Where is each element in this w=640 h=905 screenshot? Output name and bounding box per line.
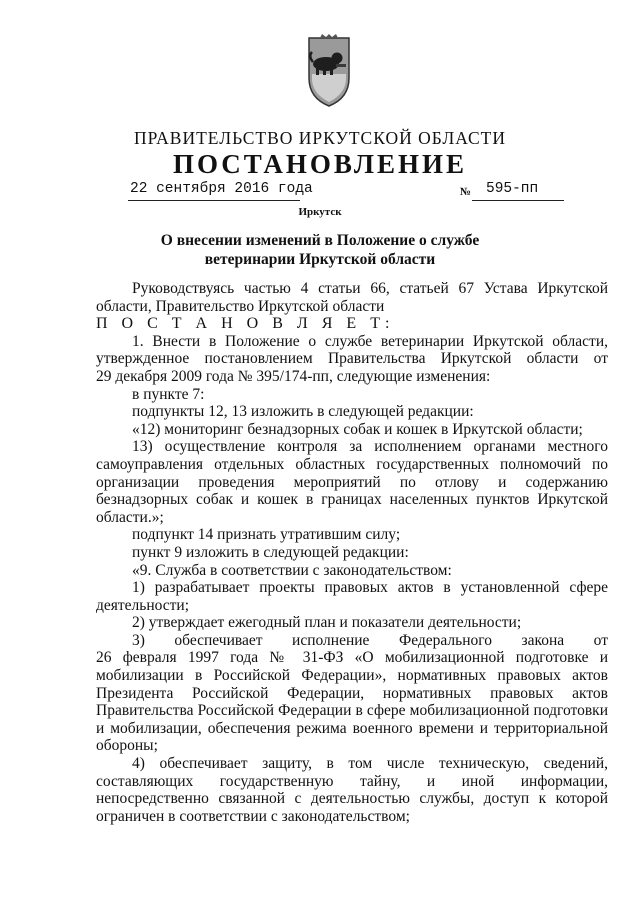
document-subject <box>0 231 640 269</box>
document-city: Иркутск <box>298 206 342 218</box>
number-sign: № <box>460 186 472 198</box>
body-text-line: организации проведения мероприятий по отлову и содержанию <box>96 473 608 491</box>
body-text-line: 1. Внести в Положение о службе ветеринарии Иркутской области, <box>132 332 608 350</box>
number-underline <box>472 200 564 201</box>
body-text-line: пункт 9 изложить в следующей редакции: <box>132 543 409 561</box>
document-number: 595-пп <box>486 181 539 197</box>
body-text-line: «12) мониторинг безнадзорных собак и кошек в Иркутской области; <box>132 420 583 438</box>
body-text-line: ограничен в соответствии с законодательством; <box>96 807 410 825</box>
coat-of-arms-icon <box>300 34 358 110</box>
body-text-line: утвержденное постановлением Правительства Иркутской области от <box>96 350 608 368</box>
body-text-line: области, Правительство Иркутской области <box>96 297 385 315</box>
document-body <box>96 280 608 825</box>
body-text-line: 13) осуществление контроля за исполнением органами местного <box>132 438 608 456</box>
body-text-line: 26 февраля 1997 года № 31-ФЗ «О мобилизационной подготовке и <box>96 649 608 667</box>
body-text-line: и мобилизации, обеспечения режима военного времени и территориальной <box>96 719 608 737</box>
body-text-line: непосредственно связанной с деятельностью службы, доступ к которой <box>96 790 608 808</box>
body-text-line: области.»; <box>96 508 164 526</box>
body-text-line: Руководствуясь частью 4 статьи 66, статьей 67 Устава Иркутской <box>132 280 608 297</box>
body-text-line: 3) обеспечивает исполнение Федерального закона от <box>132 631 608 649</box>
subject-line: О внесении изменений в Положение о службе <box>160 232 480 249</box>
body-text-line: самоуправления отдельных областных государственных полномочий по <box>96 455 608 473</box>
body-text-line: Президента Российской Федерации, нормативных правовых актов <box>96 684 608 702</box>
body-text-line: П О С Т А Н О В Л Я Е Т: <box>96 315 395 333</box>
body-text-line: подпункты 12, 13 изложить в следующей редакции: <box>132 403 474 421</box>
body-text-line: подпункт 14 признать утратившим силу; <box>132 526 401 544</box>
subject-line: ветеринарии Иркутской области <box>204 251 436 268</box>
body-text-line: 2) утверждает ежегодный план и показатели деятельности; <box>132 614 522 632</box>
body-text-line: 29 декабря 2009 года № 395/174-пп, следующие изменения: <box>96 367 491 385</box>
document-type-title: ПОСТАНОВЛЕНИЕ <box>172 149 468 179</box>
body-text-line: составляющих государственную тайну, и иной информации, <box>96 772 608 790</box>
body-text-line: Правительства Российской Федерации в сфере мобилизационной подготовки <box>96 702 608 720</box>
body-text-line: 1) разрабатывает проекты правовых актов в установленной сфере <box>132 579 608 597</box>
document-date: 22 сентября 2016 года <box>130 181 313 197</box>
body-text-line: обороны; <box>96 737 158 755</box>
government-name: ПРАВИТЕЛЬСТВО ИРКУТСКОЙ ОБЛАСТИ <box>134 128 506 148</box>
body-text-line: 4) обеспечивает защиту, в том числе техническую, сведений, <box>132 755 608 773</box>
body-text-line: в пункте 7: <box>132 385 205 403</box>
body-text-line: «9. Служба в соответствии с законодательством: <box>132 561 452 579</box>
body-text-line: мобилизации в Российской Федерации», нормативных правовых актов <box>96 667 608 685</box>
body-text-line: безнадзорных собак и кошек в границах населенных пунктов Иркутской <box>96 491 608 509</box>
body-text-line: деятельности; <box>96 596 190 614</box>
date-underline <box>128 200 300 201</box>
